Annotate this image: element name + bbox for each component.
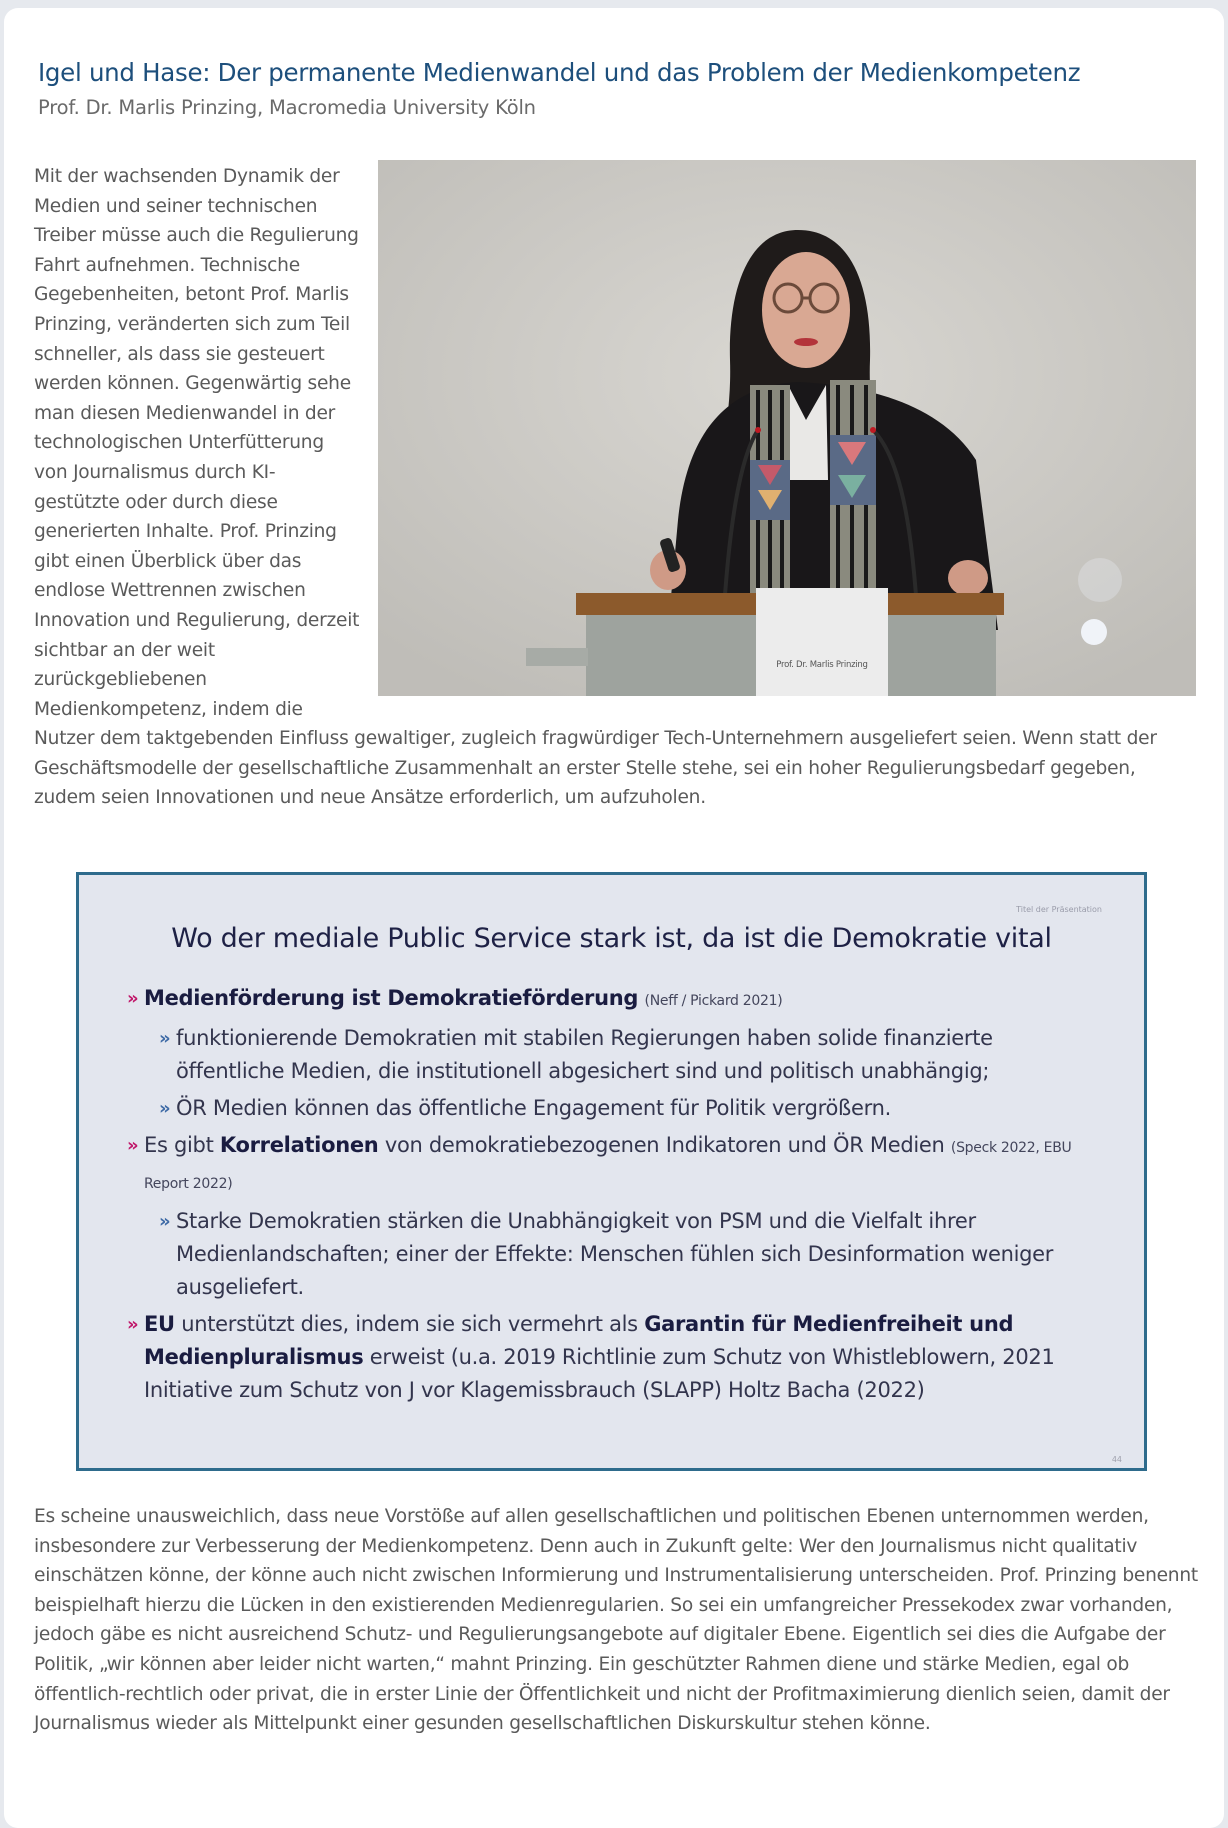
face-shape <box>762 252 850 368</box>
slide-bullet-text: Es gibt <box>144 1133 220 1157</box>
slide-bullet-bold: Garantin für Medienfreiheit und Medienpluralismus <box>144 1312 1014 1369</box>
slide-bullet-text: erweist (u.a. 2019 Richtlinie zum Schutz von Whistleblowern, 2021 Initiative zum Schutz von J vor Klagemissbrauch (SLAPP) Holtz Bacha (2022) <box>144 1345 1055 1402</box>
intro-section <box>34 162 1196 813</box>
slide-bullet-text: von demokratiebezogenen Indikatoren und ÖR Medien <box>378 1133 951 1157</box>
slide-sub-bullet-text: Starke Demokratien stärken die Unabhängigkeit von PSM und die Vielfalt ihrer Medienlandschaften; einer der Effekte: Menschen fühlen sich Desinformation weniger ausgeliefert. <box>176 1209 1054 1299</box>
speaker-photo <box>378 160 1196 696</box>
outro-paragraph: Es scheine unausweichlich, dass neue Vorstöße auf allen gesellschaftlichen und politischen Ebenen unternommen werden, insbesondere zur Verbesserung der Medienkompetenz. Denn auch in Zukunft gelte: Wer den Journalismus nicht qualitativ einschätzen könne, der könne auch nicht zwischen Informierung und Instrumentalisierung unterscheiden. Prof. Prinzing benennt beispielhaft hierzu die Lücken in den existierenden Medienregularien. So sei ein umfangreicher Pressekodex zwar vorhanden, jedoch gäbe es nicht ausreichend Schutz- und Regulierungsangebote auf digitaler Ebene. Eigentlich sei dies die Aufgabe der Politik, „wir können aber leider nicht warten,“ mahnt Prinzing. Ein geschützter Rahmen diene und stärke Medien, egal ob öffentlich-rechtlich oder privat, die in erster Linie der Öffentlichkeit und nicht der Profitmaximierung dienlich seien, damit der Journalismus wieder als Mittelpunkt einer gesunden gesellschaftlichen Diskurskultur stehen könne. <box>34 1506 1198 1735</box>
slide-bullet-list <box>127 982 1104 1411</box>
podium-nameplate-text: Prof. Dr. Marlis Prinzing <box>776 660 868 670</box>
slide-bullet-citation: (Neff / Pickard 2021) <box>644 993 783 1009</box>
podium-nameplate <box>756 588 888 696</box>
slide-bullet-bold: EU <box>144 1312 175 1336</box>
presentation-slide <box>76 872 1147 1471</box>
bullet-chevron-icon: » <box>127 988 139 1009</box>
slide-sub-bullet-text: ÖR Medien können das öffentliche Engagement für Politik vergrößern. <box>176 1096 891 1120</box>
bullet-chevron-icon: » <box>159 1098 171 1119</box>
slide-sub-bullet <box>127 1022 1104 1088</box>
bullet-chevron-icon: » <box>127 1314 139 1335</box>
slide-sub-bullet <box>127 1092 1104 1125</box>
slide-bullet-text: unterstützt dies, indem sie sich vermehrt als <box>174 1312 645 1336</box>
slide-sub-bullet <box>127 1205 1104 1304</box>
slide-sub-bullet-text: funktionierende Demokratien mit stabilen Regierungen haben solide finanzierte öffentliche Medien, die institutionell abgesichert sind und politisch unabhängig; <box>176 1026 993 1083</box>
bullet-chevron-icon: » <box>127 1135 139 1156</box>
slide-bullet-citation: (Speck 2022, EBU Report 2022) <box>144 1140 1072 1192</box>
slide-corner-label: Titel der Präsentation <box>1016 905 1102 914</box>
speaker-photo-illustration <box>378 160 1196 696</box>
intro-paragraph: Mit der wachsenden Dynamik der Medien und seiner technischen Treiber müsse auch die Regulierung Fahrt aufnehmen. Technische Gegebenheiten, betont Prof. Marlis Prinzing, veränderten sich zum Teil schneller, als dass sie gesteuert werden können. Gegenwärtig sehe man diesen Medienwandel in der technologischen Unterfütterung von Journalismus durch KI-gestützte oder durch diese generierten Inhalte. Prof. Prinzing gibt einen Überblick über das endlose Wettrennen zwischen Innovation und Regulierung, derzeit sichtbar an der weit zurückgebliebenen Medienkompetenz, indem die Nutzer dem taktgebenden Einfluss gewaltiger, zugleich fragwürdiger Tech-Unternehmern ausgeliefert seien. Wenn statt der Geschäftsmodelle der gesellschaftliche Zusammenhalt an erster Stelle stehe, sei ein hoher Regulierungsbedarf gegeben, zudem seien Innovationen und neue Ansätze erforderlich, um aufzuholen. <box>34 166 1157 809</box>
slide-bullet <box>127 1129 1104 1201</box>
article-author: Prof. Dr. Marlis Prinzing, Macromedia University Köln <box>38 96 536 119</box>
slide-page-number: 44 <box>1111 1455 1122 1464</box>
bullet-chevron-icon: » <box>159 1028 171 1049</box>
bullet-chevron-icon: » <box>159 1211 171 1232</box>
slide-title: Wo der mediale Public Service stark ist, da ist die Demokratie vital <box>171 923 1052 954</box>
article-title: Igel und Hase: Der permanente Medienwandel und das Problem der Medienkompetenz <box>38 58 1081 87</box>
slide-bullet <box>127 1308 1104 1407</box>
slide-bullet <box>127 982 1104 1018</box>
slide-bullet-bold: Korrelationen <box>219 1133 379 1157</box>
slide-bullet-bold: Medienförderung ist Demokratieförderung <box>144 986 639 1010</box>
